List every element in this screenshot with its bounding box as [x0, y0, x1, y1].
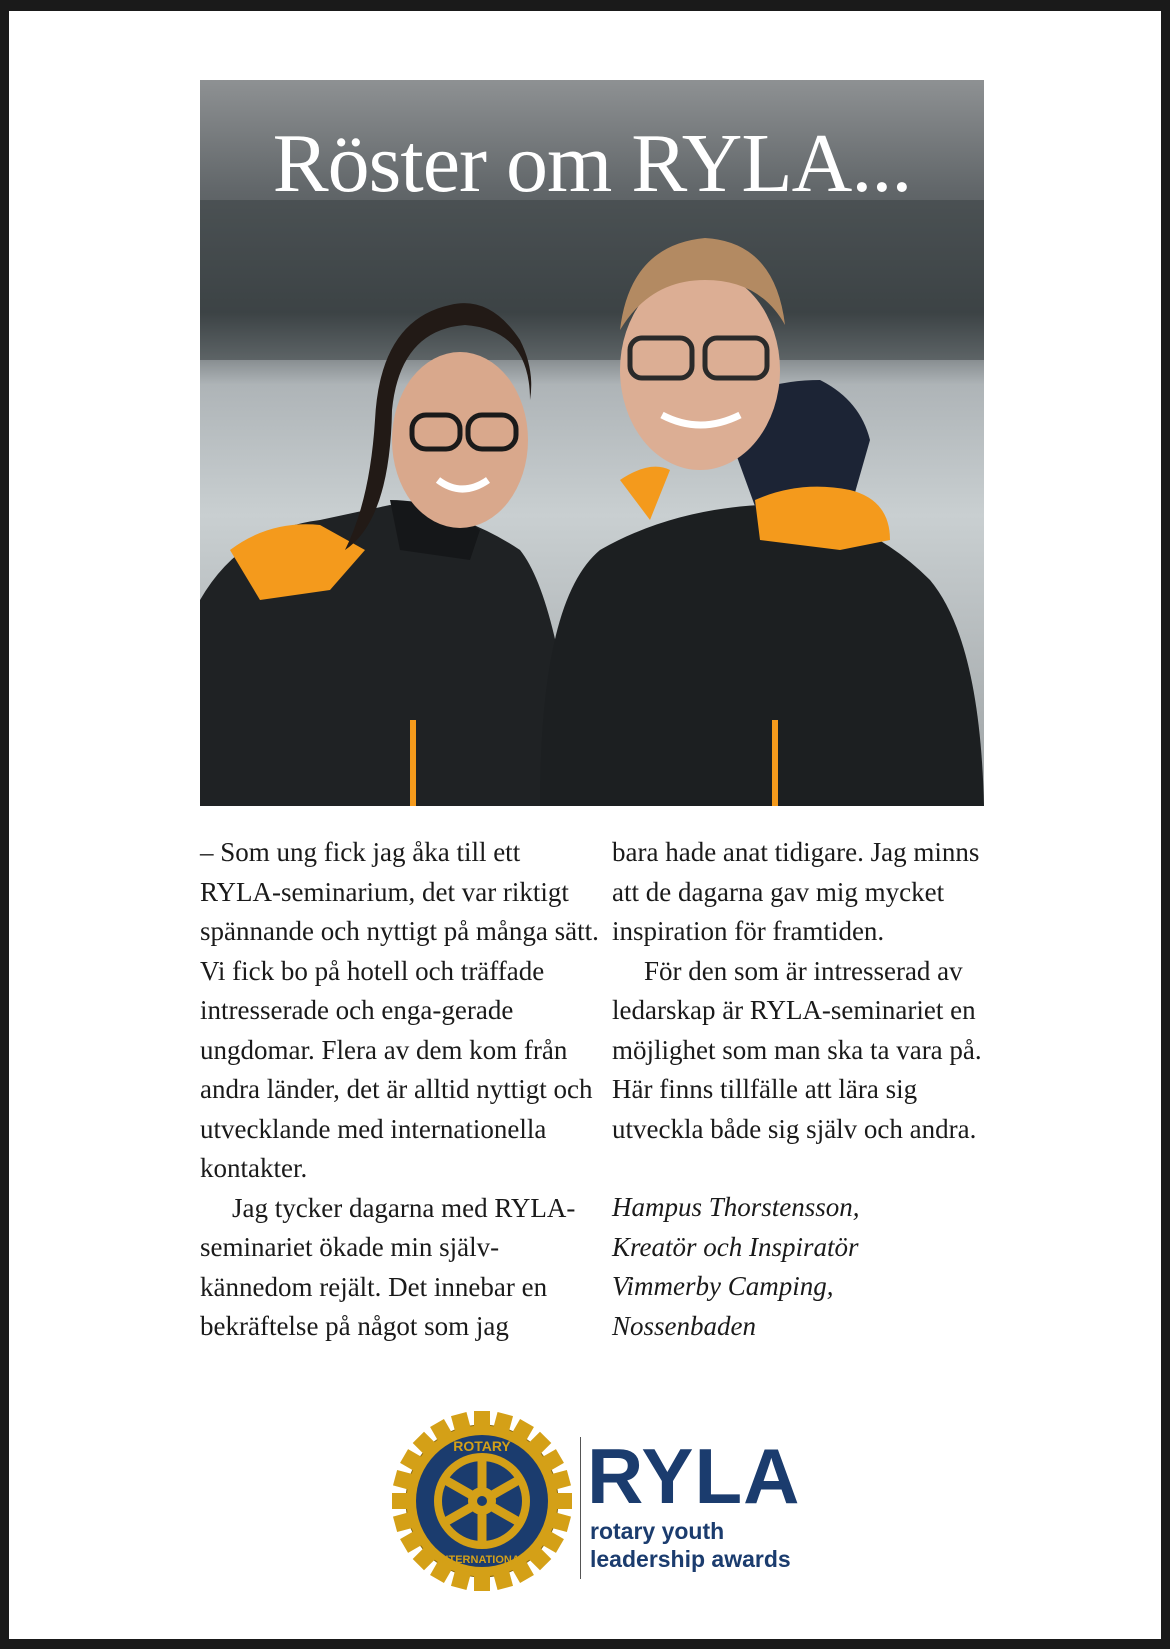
signature — [612, 1188, 1012, 1346]
signature-org: Vimmerby Camping, — [612, 1271, 834, 1301]
rotary-wheel-icon — [392, 1411, 572, 1591]
article-column-right — [612, 833, 1012, 1346]
signature-title: Kreatör och Inspiratör — [612, 1231, 859, 1262]
article-paragraph: Jag tycker dagarna med RYLA-seminariet ökade min själv-kännedom rejält. Det innebar en bekräftelse på något som jag — [200, 1192, 576, 1341]
ryla-tagline — [590, 1517, 791, 1573]
seal-bottom-text: INTERNATIONAL — [437, 1554, 527, 1566]
portrait-photo — [200, 80, 984, 806]
signature-name: Hampus Thorstensson, — [612, 1192, 860, 1222]
document-page — [9, 11, 1161, 1639]
article-paragraph: bara hade anat tidigare. Jag minns att de dagarna gav mig mycket inspiration för framtiden. — [612, 837, 980, 946]
seal-top-text: ROTARY — [453, 1438, 511, 1454]
ryla-logo — [392, 1399, 822, 1599]
logo-divider — [580, 1437, 581, 1579]
article-paragraph: För den som är intresserad av ledarskap är RYLA-seminariet en möjlighet som man ska ta vara på. Här finns tillfälle att lära sig utveckla både sig själv och andra. — [612, 955, 982, 1144]
headline: Röster om RYLA... — [272, 117, 912, 210]
ryla-wordmark: RYLA — [587, 1432, 801, 1520]
ryla-tagline-line-1: rotary youth — [590, 1518, 725, 1544]
ryla-tagline-line-2: leadership awards — [590, 1546, 791, 1572]
article-column-left — [200, 833, 600, 1347]
article-paragraph: – Som ung fick jag åka till ett RYLA-seminarium, det var riktigt spännande och nyttigt på många sätt. Vi fick bo på hotell och träffade intresserade och enga-gerade ungdomar. Flera av dem kom från andra länder, det är alltid nyttigt och utvecklande med internationella kontakter. — [200, 837, 599, 1183]
signature-location: Nossenbaden — [612, 1310, 756, 1341]
